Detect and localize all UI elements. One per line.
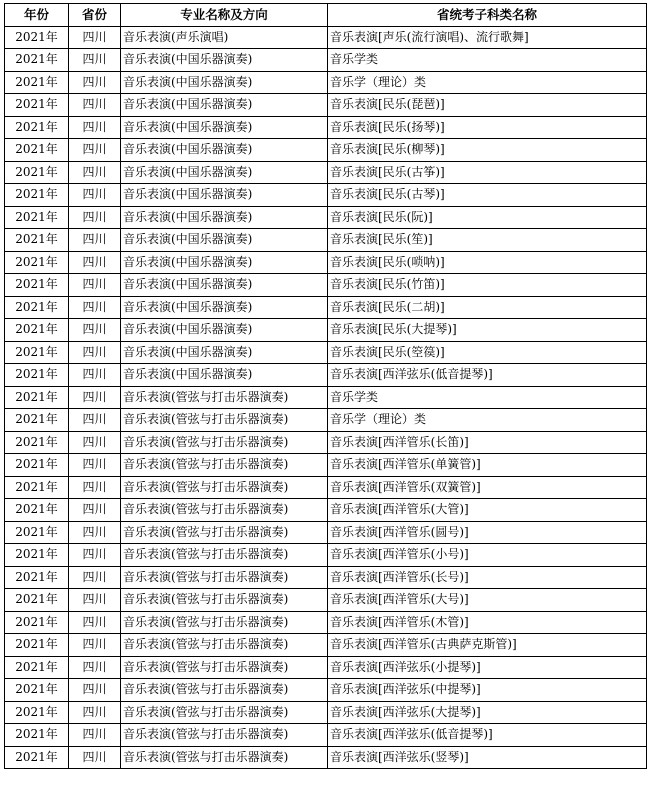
table-row [5,296,647,319]
table-row [5,566,647,589]
table-row [5,454,647,477]
cell-category: 音乐表演[民乐(大提琴)] [328,319,647,342]
header-category: 省统考子科类名称 [328,4,647,27]
table-body [5,26,647,769]
cell-province: 四川 [69,161,121,184]
cell-year: 2021年 [5,116,69,139]
cell-province: 四川 [69,701,121,724]
cell-category: 音乐表演[西洋管乐(木管)] [328,611,647,634]
cell-category: 音乐表演[西洋管乐(小号)] [328,544,647,567]
table-row [5,229,647,252]
cell-year: 2021年 [5,161,69,184]
cell-year: 2021年 [5,409,69,432]
table-row [5,251,647,274]
table-row [5,544,647,567]
table-row [5,499,647,522]
cell-category: 音乐表演[民乐(二胡)] [328,296,647,319]
cell-major: 音乐表演(管弦与打击乐器演奏) [121,724,328,747]
cell-category: 音乐表演[民乐(古琴)] [328,184,647,207]
cell-year: 2021年 [5,499,69,522]
cell-province: 四川 [69,274,121,297]
cell-major: 音乐表演(中国乐器演奏) [121,94,328,117]
cell-category: 音乐表演[西洋管乐(长号)] [328,566,647,589]
cell-province: 四川 [69,139,121,162]
cell-province: 四川 [69,49,121,72]
cell-category: 音乐学类 [328,49,647,72]
header-row [5,4,647,27]
cell-category: 音乐表演[民乐(扬琴)] [328,116,647,139]
cell-major: 音乐表演(中国乐器演奏) [121,161,328,184]
table-row [5,364,647,387]
cell-major: 音乐表演(管弦与打击乐器演奏) [121,544,328,567]
cell-major: 音乐表演(中国乐器演奏) [121,71,328,94]
cell-year: 2021年 [5,49,69,72]
cell-major: 音乐表演(中国乐器演奏) [121,296,328,319]
cell-year: 2021年 [5,341,69,364]
cell-province: 四川 [69,26,121,49]
cell-category: 音乐表演[西洋管乐(单簧管)] [328,454,647,477]
cell-category: 音乐学（理论）类 [328,409,647,432]
cell-year: 2021年 [5,724,69,747]
table-row [5,161,647,184]
cell-major: 音乐表演(中国乐器演奏) [121,184,328,207]
admission-table-container [4,3,646,769]
cell-major: 音乐表演(管弦与打击乐器演奏) [121,656,328,679]
table-row [5,184,647,207]
cell-year: 2021年 [5,746,69,769]
cell-major: 音乐表演(中国乐器演奏) [121,229,328,252]
table-row [5,679,647,702]
cell-major: 音乐表演(管弦与打击乐器演奏) [121,431,328,454]
cell-category: 音乐表演[声乐(流行演唱)、流行歌舞] [328,26,647,49]
cell-province: 四川 [69,634,121,657]
cell-major: 音乐表演(管弦与打击乐器演奏) [121,589,328,612]
cell-major: 音乐表演(管弦与打击乐器演奏) [121,499,328,522]
cell-category: 音乐表演[西洋管乐(大号)] [328,589,647,612]
cell-province: 四川 [69,94,121,117]
table-row [5,386,647,409]
table-row [5,611,647,634]
cell-province: 四川 [69,71,121,94]
cell-year: 2021年 [5,589,69,612]
cell-province: 四川 [69,364,121,387]
cell-major: 音乐表演(中国乐器演奏) [121,116,328,139]
table-header [5,4,647,27]
table-row [5,319,647,342]
cell-province: 四川 [69,431,121,454]
cell-category: 音乐表演[民乐(竹笛)] [328,274,647,297]
cell-year: 2021年 [5,701,69,724]
header-major: 专业名称及方向 [121,4,328,27]
cell-major: 音乐表演(管弦与打击乐器演奏) [121,454,328,477]
cell-year: 2021年 [5,364,69,387]
cell-category: 音乐表演[西洋管乐(双簧管)] [328,476,647,499]
table-row [5,701,647,724]
table-row [5,206,647,229]
cell-category: 音乐表演[民乐(古筝)] [328,161,647,184]
cell-province: 四川 [69,521,121,544]
cell-year: 2021年 [5,386,69,409]
table-row [5,746,647,769]
cell-category: 音乐表演[西洋弦乐(低音提琴)] [328,364,647,387]
cell-province: 四川 [69,656,121,679]
cell-year: 2021年 [5,26,69,49]
cell-major: 音乐表演(管弦与打击乐器演奏) [121,476,328,499]
cell-province: 四川 [69,251,121,274]
cell-category: 音乐表演[民乐(琵琶)] [328,94,647,117]
cell-major: 音乐表演(中国乐器演奏) [121,274,328,297]
cell-province: 四川 [69,746,121,769]
table-row [5,49,647,72]
cell-province: 四川 [69,499,121,522]
cell-major: 音乐表演(管弦与打击乐器演奏) [121,701,328,724]
table-row [5,409,647,432]
cell-major: 音乐表演(中国乐器演奏) [121,139,328,162]
table-row [5,431,647,454]
cell-category: 音乐表演[西洋管乐(圆号)] [328,521,647,544]
cell-year: 2021年 [5,476,69,499]
table-row [5,116,647,139]
cell-province: 四川 [69,206,121,229]
cell-major: 音乐表演(管弦与打击乐器演奏) [121,566,328,589]
cell-year: 2021年 [5,431,69,454]
cell-category: 音乐表演[民乐(唢呐)] [328,251,647,274]
cell-year: 2021年 [5,656,69,679]
cell-year: 2021年 [5,71,69,94]
cell-category: 音乐学类 [328,386,647,409]
table-row [5,521,647,544]
cell-province: 四川 [69,544,121,567]
cell-major: 音乐表演(中国乐器演奏) [121,319,328,342]
cell-province: 四川 [69,589,121,612]
cell-category: 音乐表演[西洋弦乐(低音提琴)] [328,724,647,747]
cell-major: 音乐表演(管弦与打击乐器演奏) [121,386,328,409]
cell-category: 音乐表演[民乐(阮)] [328,206,647,229]
cell-province: 四川 [69,229,121,252]
cell-province: 四川 [69,296,121,319]
table-row [5,274,647,297]
cell-major: 音乐表演(中国乐器演奏) [121,341,328,364]
cell-year: 2021年 [5,634,69,657]
cell-province: 四川 [69,476,121,499]
cell-year: 2021年 [5,229,69,252]
cell-province: 四川 [69,724,121,747]
cell-major: 音乐表演(管弦与打击乐器演奏) [121,611,328,634]
cell-category: 音乐表演[民乐(笙)] [328,229,647,252]
table-row [5,26,647,49]
cell-province: 四川 [69,409,121,432]
table-row [5,634,647,657]
cell-major: 音乐表演(管弦与打击乐器演奏) [121,521,328,544]
cell-year: 2021年 [5,319,69,342]
cell-province: 四川 [69,611,121,634]
cell-year: 2021年 [5,679,69,702]
header-province: 省份 [69,4,121,27]
cell-major: 音乐表演(声乐演唱) [121,26,328,49]
cell-year: 2021年 [5,274,69,297]
table-row [5,656,647,679]
cell-major: 音乐表演(中国乐器演奏) [121,206,328,229]
cell-category: 音乐表演[西洋弦乐(中提琴)] [328,679,647,702]
cell-year: 2021年 [5,94,69,117]
cell-major: 音乐表演(管弦与打击乐器演奏) [121,746,328,769]
cell-year: 2021年 [5,251,69,274]
cell-province: 四川 [69,319,121,342]
cell-category: 音乐表演[民乐(箜篌)] [328,341,647,364]
cell-year: 2021年 [5,139,69,162]
cell-major: 音乐表演(管弦与打击乐器演奏) [121,679,328,702]
table-row [5,724,647,747]
cell-year: 2021年 [5,521,69,544]
cell-major: 音乐表演(管弦与打击乐器演奏) [121,409,328,432]
cell-province: 四川 [69,116,121,139]
admission-table [4,3,647,769]
cell-province: 四川 [69,679,121,702]
table-row [5,589,647,612]
cell-year: 2021年 [5,296,69,319]
cell-year: 2021年 [5,566,69,589]
cell-year: 2021年 [5,611,69,634]
cell-category: 音乐表演[西洋管乐(长笛)] [328,431,647,454]
cell-category: 音乐表演[西洋管乐(古典萨克斯管)] [328,634,647,657]
table-row [5,94,647,117]
table-row [5,139,647,162]
cell-province: 四川 [69,454,121,477]
table-row [5,71,647,94]
cell-category: 音乐学（理论）类 [328,71,647,94]
cell-province: 四川 [69,386,121,409]
cell-category: 音乐表演[西洋弦乐(小提琴)] [328,656,647,679]
cell-category: 音乐表演[西洋管乐(大管)] [328,499,647,522]
cell-year: 2021年 [5,206,69,229]
cell-major: 音乐表演(中国乐器演奏) [121,49,328,72]
cell-major: 音乐表演(管弦与打击乐器演奏) [121,634,328,657]
cell-province: 四川 [69,341,121,364]
cell-category: 音乐表演[西洋弦乐(竖琴)] [328,746,647,769]
cell-year: 2021年 [5,454,69,477]
cell-category: 音乐表演[民乐(柳琴)] [328,139,647,162]
cell-major: 音乐表演(中国乐器演奏) [121,251,328,274]
cell-major: 音乐表演(中国乐器演奏) [121,364,328,387]
table-row [5,341,647,364]
cell-category: 音乐表演[西洋弦乐(大提琴)] [328,701,647,724]
cell-year: 2021年 [5,544,69,567]
header-year: 年份 [5,4,69,27]
table-row [5,476,647,499]
cell-year: 2021年 [5,184,69,207]
cell-province: 四川 [69,184,121,207]
cell-province: 四川 [69,566,121,589]
